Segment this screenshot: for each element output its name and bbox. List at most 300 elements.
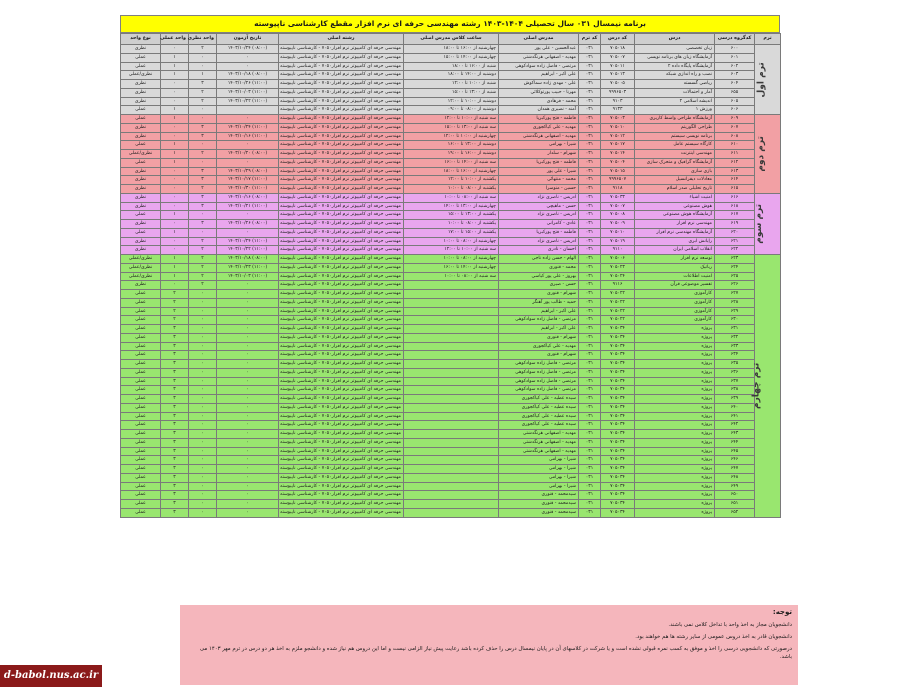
table-cell: ۰ (189, 228, 217, 237)
table-cell: ۰ (161, 220, 189, 229)
notes-box (180, 605, 798, 685)
table-cell: ۲ (189, 97, 217, 106)
table-cell: ۰ (189, 368, 217, 377)
table-cell: ریاضی گسسته (635, 80, 715, 89)
table-cell (404, 298, 499, 307)
table-cell: (۰۸:۰۰) ۱۴۰۳/۱۰/۱۶ (217, 193, 279, 202)
table-cell: ۳ (161, 368, 189, 377)
table-cell: ۰ (217, 325, 279, 334)
table-cell: ۳ (161, 403, 189, 412)
table-cell: کارآموزی (635, 316, 715, 325)
table-cell: ۰۳۱ (579, 473, 601, 482)
table-cell: سیده عطیه - علی کیاکجوری (499, 421, 579, 430)
table-cell: ۰۳۱ (579, 88, 601, 97)
table-cell: آزمایشگاه هوش مصنوعی (635, 211, 715, 220)
table-cell: ۰ (189, 351, 217, 360)
table-cell: عملی (121, 482, 161, 491)
table-cell: آزمایشگاه زبان های برنامه نویسی (635, 53, 715, 62)
note-line: دانشجویان قادر به اخذ دروس عمومی از سایر رشته ها هم خواهند بود. (635, 634, 792, 640)
table-cell: ۰ (189, 360, 217, 369)
table-cell: شیرا - بهرامی (499, 456, 579, 465)
table-cell: ۱ (161, 141, 189, 150)
table-cell: شهرام - سلدار (499, 150, 579, 159)
table-cell: پروژه (635, 386, 715, 395)
table-cell: ۶۱۳ (715, 167, 755, 176)
table-row (121, 386, 781, 395)
table-row (121, 430, 781, 439)
table-cell: ۰ (217, 351, 279, 360)
table-cell: مهدیه - اصفهانی هرنگدشتی (499, 438, 579, 447)
table-cell: توسعه نرم افزار (635, 255, 715, 264)
table-cell (404, 430, 499, 439)
table-cell: مرتضی - فاضل زاده سوادکوهی (499, 316, 579, 325)
table-row (121, 193, 781, 202)
table-cell: ۰۳۱ (579, 71, 601, 80)
table-cell: (۰۸:۰۰) ۱۴۰۳/۱۰/۲۴ (217, 45, 279, 54)
table-cell: ۷۰۵۰۳۴ (601, 333, 635, 342)
table-cell: ۰ (217, 228, 279, 237)
table-cell: ۶۴۰ (715, 403, 755, 412)
table-cell: ۳ (161, 360, 189, 369)
table-cell: ۶۴۱ (715, 412, 755, 421)
table-cell: ادریس - ناصری نژاد (499, 211, 579, 220)
table-row (121, 342, 781, 351)
table-cell: (۱۱:۰۰) ۱۴۰۳/۱۰/۳۰ (217, 185, 279, 194)
table-cell: سه شنبه از ۰۸:۰۰ تا ۱۰:۰۰ (404, 193, 499, 202)
table-cell: ۰۳۱ (579, 193, 601, 202)
table-cell: ۹۹۹۶۵۰۷ (601, 176, 635, 185)
table-cell: ۰۳۱ (579, 123, 601, 132)
table-cell: (۱۱:۰۰) ۱۴۰۳/۱۰/۰۳ (217, 88, 279, 97)
table-row (121, 412, 781, 421)
table-cell: عادی - کامرانی (499, 220, 579, 229)
table-cell: ۷۰۵۰۳۴ (601, 500, 635, 509)
table-cell: ۰ (217, 491, 279, 500)
table-cell: عملی (121, 333, 161, 342)
table-cell: عملی (121, 316, 161, 325)
table-cell: عملی (121, 508, 161, 517)
table-cell: ۲ (161, 307, 189, 316)
table-cell: مهندسی حرفه ای کامپیوتر نرم افزار۷۰۵۰ - کارشناسی ناپیوسته (279, 123, 404, 132)
table-cell: ۷۰۵۰۰۷ (601, 53, 635, 62)
table-cell: کارآموزی (635, 298, 715, 307)
table-cell: ۰ (189, 307, 217, 316)
table-cell: پروژه (635, 351, 715, 360)
table-cell: ۱ (161, 263, 189, 272)
table-cell: ۱ (161, 106, 189, 115)
table-cell: احسان - نادری (499, 246, 579, 255)
table-cell: مهدیه - اصفهانی هرنگدشتی (499, 430, 579, 439)
table-cell: آزمایشگاه مهندسی نرم افزار (635, 228, 715, 237)
table-cell: شهرام - قنوری (499, 333, 579, 342)
table-cell: پروژه (635, 342, 715, 351)
table-cell: آزمایشگاه طراحی واسط کاربری (635, 115, 715, 124)
table-cell: ۷۰۵۰۳۴ (601, 456, 635, 465)
column-header: تاریخ آزمون (217, 34, 279, 45)
table-cell: آزمایشگاه پایگاه داده ۲ (635, 62, 715, 71)
table-cell: مهندسی حرفه ای کامپیوتر نرم افزار۷۰۵۰ - کارشناسی ناپیوسته (279, 412, 404, 421)
table-cell: مهندسی حرفه ای کامپیوتر نرم افزار۷۰۵۰ - کارشناسی ناپیوسته (279, 368, 404, 377)
table-cell: ۷۰۵۰۳۴ (601, 438, 635, 447)
table-cell: اندیشه اسلامی ۲ (635, 97, 715, 106)
table-cell: شهرام - قنوری (499, 351, 579, 360)
table-row (121, 132, 781, 141)
table-row (121, 403, 781, 412)
table-cell: ۶۲۵ (715, 272, 755, 281)
table-cell: مهندسی حرفه ای کامپیوتر نرم افزار۷۰۵۰ - کارشناسی ناپیوسته (279, 500, 404, 509)
term-label-cell (750, 255, 781, 518)
note-line: دانشجویان مجاز به اخذ واحد با تداخل کلاس نمی باشند. (668, 622, 792, 628)
table-cell: ۰ (189, 115, 217, 124)
table-cell: نظری (121, 185, 161, 194)
table-cell: مهندسی حرفه ای کامپیوتر نرم افزار۷۰۵۰ - کارشناسی ناپیوسته (279, 106, 404, 115)
table-cell: مرتضی - فاضل زاده سوادکوهی (499, 62, 579, 71)
table-cell: ۶۰۵ (715, 97, 755, 106)
table-cell: ۶۳۵ (715, 360, 755, 369)
table-cell: ۰ (189, 508, 217, 517)
table-cell: ۷۰۵۰۳۴ (601, 465, 635, 474)
table-cell: ۰ (189, 491, 217, 500)
table-cell: ۷۰۵۰۲۳ (601, 263, 635, 272)
table-row (121, 167, 781, 176)
table-cell: ۶۲۸ (715, 298, 755, 307)
table-cell: مهندسی حرفه ای کامپیوتر نرم افزار۷۰۵۰ - کارشناسی ناپیوسته (279, 115, 404, 124)
table-cell: حمید - طالب پور آهنگر (499, 298, 579, 307)
table-cell: ۰۳۱ (579, 141, 601, 150)
table-cell: ۰ (217, 508, 279, 517)
table-cell: عملی (121, 62, 161, 71)
column-header: کد درس (601, 34, 635, 45)
table-cell: ۷۰۵۰۱۲ (601, 132, 635, 141)
table-cell: نظری (121, 281, 161, 290)
table-cell: سیدمحمد - قنوری (499, 500, 579, 509)
column-header: واحد عملی (161, 34, 189, 45)
table-cell: ۰۳۱ (579, 438, 601, 447)
table-cell: ۶۳۲ (715, 333, 755, 342)
table-cell: نظری (121, 97, 161, 106)
table-cell: مهندسی حرفه ای کامپیوتر نرم افزار۷۰۵۰ - کارشناسی ناپیوسته (279, 316, 404, 325)
table-cell: ۰ (161, 167, 189, 176)
table-cell (404, 395, 499, 404)
table-cell: مهدیه - علی کیاکجوری (499, 123, 579, 132)
table-cell: ۶۲۷ (715, 290, 755, 299)
table-cell: پروژه (635, 447, 715, 456)
table-cell: مهندسی حرفه ای کامپیوتر نرم افزار۷۰۵۰ - کارشناسی ناپیوسته (279, 132, 404, 141)
table-cell: عملی (121, 307, 161, 316)
table-cell: عملی (121, 360, 161, 369)
table-cell: ۰ (161, 97, 189, 106)
table-cell: ۶۰۰ (715, 45, 755, 54)
table-cell: ۰ (161, 185, 189, 194)
table-cell: ۰۳۱ (579, 403, 601, 412)
table-cell: یکشنبه از ۰۸:۰۰ تا ۱۰:۰۰ (404, 220, 499, 229)
table-cell: ۰۳۱ (579, 132, 601, 141)
table-cell: ۷۰۵۰۲۲ (601, 307, 635, 316)
table-row (121, 325, 781, 334)
table-cell: پروژه (635, 438, 715, 447)
table-cell: ۶۱۵ (715, 185, 755, 194)
table-cell (404, 456, 499, 465)
table-cell: ۷۰۵۰۳۴ (601, 342, 635, 351)
table-body (121, 45, 781, 518)
table-cell: مهندسی حرفه ای کامپیوتر نرم افزار۷۰۵۰ - کارشناسی ناپیوسته (279, 325, 404, 334)
table-cell: مهندسی حرفه ای کامپیوتر نرم افزار۷۰۵۰ - کارشناسی ناپیوسته (279, 237, 404, 246)
table-cell: ۶۱۸ (715, 202, 755, 211)
table-cell: عملی (121, 158, 161, 167)
table-cell: مهندسی حرفه ای کامپیوتر نرم افزار۷۰۵۰ - کارشناسی ناپیوسته (279, 430, 404, 439)
table-row (121, 333, 781, 342)
table-cell: مهدیه - اصفهانی هرنگدشتی (499, 132, 579, 141)
table-cell: ۶۳۱ (715, 325, 755, 334)
table-cell: ۰ (189, 447, 217, 456)
table-cell: ۰ (189, 158, 217, 167)
table-row (121, 62, 781, 71)
table-cell: (۱۱:۰۰) ۱۴۰۳/۱۰/۲۲ (217, 246, 279, 255)
table-cell: ۲ (189, 88, 217, 97)
table-cell: یکشنبه از ۰۸:۰۰ تا ۱۰:۰۰ (404, 185, 499, 194)
table-cell: ۲ (189, 45, 217, 54)
table-cell: مهندسی حرفه ای کامپیوتر نرم افزار۷۰۵۰ - کارشناسی ناپیوسته (279, 281, 404, 290)
table-cell: مهندسی حرفه ای کامپیوتر نرم افزار۷۰۵۰ - کارشناسی ناپیوسته (279, 403, 404, 412)
table-cell: ۰ (217, 298, 279, 307)
table-cell: عملی (121, 395, 161, 404)
table-cell: ۰ (217, 421, 279, 430)
table-cell: مرتضی - فاضل زاده سوادکوهی (499, 360, 579, 369)
site-logo[interactable]: d-babol.nus.ac.ir (0, 665, 102, 687)
table-cell: چهارشنبه از ۱۶:۰۰ تا ۱۸:۰۰ (404, 45, 499, 54)
table-cell: ۶۴۶ (715, 456, 755, 465)
table-row (121, 482, 781, 491)
table-cell: مهندسی حرفه ای کامپیوتر نرم افزار۷۰۵۰ - کارشناسی ناپیوسته (279, 491, 404, 500)
table-cell (404, 281, 499, 290)
table-cell (404, 386, 499, 395)
table-cell: ۰۳۱ (579, 211, 601, 220)
table-cell: ۶۰۴ (715, 80, 755, 89)
table-cell: معادلات دیفرانسیل (635, 176, 715, 185)
table-cell: ۱ (161, 53, 189, 62)
table-cell: ۷۰۵۰۳۴ (601, 395, 635, 404)
column-header: درس (635, 34, 715, 45)
term-label: ترم چهارم (750, 362, 761, 409)
table-cell: چهارشنبه از ۱۴:۰۰ تا ۱۶:۰۰ (404, 263, 499, 272)
table-cell: مهندسی حرفه ای کامپیوتر نرم افزار۷۰۵۰ - کارشناسی ناپیوسته (279, 438, 404, 447)
table-row (121, 316, 781, 325)
table-cell: مهندسی حرفه ای کامپیوتر نرم افزار۷۰۵۰ - کارشناسی ناپیوسته (279, 246, 404, 255)
table-cell: ۰۳۱ (579, 307, 601, 316)
table-cell: ۰۳۱ (579, 386, 601, 395)
table-cell: ۹۱۱۶ (601, 281, 635, 290)
table-cell: پروژه (635, 456, 715, 465)
table-cell: ۰۳۱ (579, 500, 601, 509)
table-cell: ۰ (161, 193, 189, 202)
table-cell: ۰۳۱ (579, 150, 601, 159)
table-cell: ۰۳۱ (579, 316, 601, 325)
table-cell: یکشنبه از ۱۵:۰۰ تا ۱۷:۰۰ (404, 228, 499, 237)
table-cell: ۲ (189, 272, 217, 281)
table-cell: ۷۰۵۰۱۰ (601, 228, 635, 237)
table-cell: ۷۰۵۰۳۴ (601, 491, 635, 500)
table-cell: یکشنبه از ۱۰:۰۰ تا ۱۲:۰۰ (404, 176, 499, 185)
table-cell: نظری (121, 80, 161, 89)
table-cell: نظری (121, 246, 161, 255)
table-cell: ۲ (189, 255, 217, 264)
table-cell: ۹۱۱۰ (601, 246, 635, 255)
table-cell: ۳ (161, 465, 189, 474)
table-cell: (۰۸:۰۰) ۱۴۰۳/۱۰/۲۶ (217, 220, 279, 229)
table-cell: مهندسی حرفه ای کامپیوتر نرم افزار۷۰۵۰ - کارشناسی ناپیوسته (279, 290, 404, 299)
table-cell: نظری (121, 176, 161, 185)
table-cell: ۰۳۱ (579, 508, 601, 517)
table-cell: ۰۳۱ (579, 430, 601, 439)
table-cell: مهندسی حرفه ای کامپیوتر نرم افزار۷۰۵۰ - کارشناسی ناپیوسته (279, 211, 404, 220)
table-cell: پروژه (635, 473, 715, 482)
column-header: رشته اصلی (279, 34, 404, 45)
table-cell: عملی (121, 141, 161, 150)
table-cell: شیرا - علی پور (499, 167, 579, 176)
table-cell: ۰ (189, 298, 217, 307)
table-cell: نظری (121, 237, 161, 246)
table-cell (404, 403, 499, 412)
table-cell: ۰ (217, 333, 279, 342)
table-cell: پروژه (635, 368, 715, 377)
page-title: برنامه نیمسال ۰۳۱ سال تحصیلی ۱۴۰۴-۱۴۰۳ رشته مهندسی حرفه ای نرم افزار مقطع کارشناسی ناپیوسته (120, 15, 780, 33)
table-cell: (۱۱:۰۰) ۱۴۰۳/۱۰/۲۶ (217, 80, 279, 89)
table-cell: مهندسی حرفه ای کامپیوتر نرم افزار۷۰۵۰ - کارشناسی ناپیوسته (279, 158, 404, 167)
table-cell: ۰۳۱ (579, 202, 601, 211)
term-label: ترم دوم (756, 136, 767, 172)
column-header: کد ترم (579, 34, 601, 45)
table-cell: ۰۳۱ (579, 298, 601, 307)
table-cell (404, 438, 499, 447)
table-cell: نظری (121, 45, 161, 54)
table-cell: (۰۸:۰۰) ۱۴۰۳/۱۰/۱۸ (217, 71, 279, 80)
table-cell: مهندسی حرفه ای کامپیوتر نرم افزار۷۰۵۰ - کارشناسی ناپیوسته (279, 360, 404, 369)
table-cell: تفسیر موضوعی قرآن (635, 281, 715, 290)
table-cell: مهندسی حرفه ای کامپیوتر نرم افزار۷۰۵۰ - کارشناسی ناپیوسته (279, 263, 404, 272)
table-cell: ۶۱۴ (715, 176, 755, 185)
table-cell: عملی (121, 438, 161, 447)
table-cell: مهندسی حرفه ای کامپیوتر نرم افزار۷۰۵۰ - کارشناسی ناپیوسته (279, 395, 404, 404)
table-cell: ۷۰۵۰۳۴ (601, 377, 635, 386)
table-row (121, 185, 781, 194)
table-cell: مهندسی حرفه ای کامپیوتر نرم افزار۷۰۵۰ - کارشناسی ناپیوسته (279, 88, 404, 97)
table-cell: عملی (121, 500, 161, 509)
table-row (121, 88, 781, 97)
table-cell: ۳ (189, 176, 217, 185)
table-cell: مهندسی حرفه ای کامپیوتر نرم افزار۷۰۵۰ - کارشناسی ناپیوسته (279, 167, 404, 176)
table-cell: ۷۰۵۰۳۴ (601, 412, 635, 421)
table-row (121, 228, 781, 237)
table-cell: ۳ (189, 202, 217, 211)
table-cell: ۷۰۵۰۱۰ (601, 123, 635, 132)
table-cell: ۷۰۵۰۳۴ (601, 403, 635, 412)
table-cell: مهندسی نرم افزار (635, 220, 715, 229)
table-cell: ۶۱۱ (715, 150, 755, 159)
table-cell: ۲ (189, 150, 217, 159)
table-cell: ۰ (217, 53, 279, 62)
table-cell: ۳ (189, 167, 217, 176)
table-cell: عملی (121, 412, 161, 421)
table-cell: (۱۱:۰۰) ۱۴۰۳/۱۰/۲۴ (217, 123, 279, 132)
table-cell: ۰ (217, 290, 279, 299)
table-cell: ۱ (161, 211, 189, 220)
table-cell (404, 473, 499, 482)
table-row (121, 351, 781, 360)
table-cell: نصب و راه اندازی شبکه (635, 71, 715, 80)
table-cell: ۳ (161, 500, 189, 509)
table-cell: مهندسی حرفه ای کامپیوتر نرم افزار۷۰۵۰ - کارشناسی ناپیوسته (279, 447, 404, 456)
table-row (121, 395, 781, 404)
table-cell: هوش مصنوعی (635, 202, 715, 211)
table-cell: ۰ (217, 482, 279, 491)
table-row (121, 500, 781, 509)
table-cell: ۳ (161, 377, 189, 386)
table-cell: نظری (121, 132, 161, 141)
table-cell: ۷۰۵۰۰۴ (601, 158, 635, 167)
table-cell: ۶۱۷ (715, 211, 755, 220)
table-cell: مهندسی حرفه ای کامپیوتر نرم افزار۷۰۵۰ - کارشناسی ناپیوسته (279, 80, 404, 89)
table-cell (404, 307, 499, 316)
column-header: ساعت کلاس مدرس اصلی (404, 34, 499, 45)
table-cell: ۶۳۶ (715, 368, 755, 377)
table-cell: ۶۰۸ (715, 132, 755, 141)
table-cell: مهدیه - اصفهانی هرنگدشتی (499, 447, 579, 456)
table-cell: شنبه از ۱۳:۰۰ تا ۱۵:۰۰ (404, 88, 499, 97)
table-cell: سیده عطیه - علی کیاکجوری (499, 403, 579, 412)
table-cell: زبان تخصصی (635, 45, 715, 54)
table-cell: تاریخ تحلیلی صدر اسلام (635, 185, 715, 194)
table-cell: ۱ (161, 150, 189, 159)
table-cell: ۳ (161, 386, 189, 395)
table-cell: ۷۰۵۰۳۴ (601, 325, 635, 334)
table-row (121, 71, 781, 80)
table-cell: نظری/عملی (121, 272, 161, 281)
table-row (121, 281, 781, 290)
table-cell: پروژه (635, 430, 715, 439)
table-cell: ۱ (189, 71, 217, 80)
table-cell: ۷۰۵۰۱۴ (601, 150, 635, 159)
table-row (121, 80, 781, 89)
table-cell: عملی (121, 115, 161, 124)
table-cell: ۲ (189, 263, 217, 272)
table-cell: ۰۳۱ (579, 368, 601, 377)
table-cell: فاطمه - فتح پورکبریا (499, 115, 579, 124)
table-cell: عملی (121, 430, 161, 439)
table-cell: آمار و احتمالات (635, 88, 715, 97)
table-cell (404, 482, 499, 491)
table-cell: کارآموزی (635, 307, 715, 316)
table-cell: ۰ (217, 316, 279, 325)
table-cell: سه شنبه از ۱۰:۰۰ تا ۱۲:۰۰ (404, 246, 499, 255)
table-cell: پروژه (635, 403, 715, 412)
table-cell: پروژه (635, 412, 715, 421)
term-label-cell (755, 115, 781, 194)
table-cell: ۶۲۳ (715, 255, 755, 264)
table-cell: ۰۳۱ (579, 106, 601, 115)
table-cell: عملی (121, 421, 161, 430)
table-cell: ۳ (161, 351, 189, 360)
table-cell: ۷۰۵۰۲۲ (601, 290, 635, 299)
table-cell: مهندسی حرفه ای کامپیوتر نرم افزار۷۰۵۰ - کارشناسی ناپیوسته (279, 141, 404, 150)
table-row (121, 211, 781, 220)
table-row (121, 150, 781, 159)
table-cell: ۶۴۳ (715, 430, 755, 439)
table-cell: مهندسی حرفه ای کامپیوتر نرم افزار۷۰۵۰ - کارشناسی ناپیوسته (279, 272, 404, 281)
table-cell: ۰ (217, 377, 279, 386)
table-cell: ۳ (161, 333, 189, 342)
table-cell: سه شنبه از ۰۸:۰۰ تا ۱۰:۰۰ (404, 272, 499, 281)
table-cell: رباتیک (635, 263, 715, 272)
